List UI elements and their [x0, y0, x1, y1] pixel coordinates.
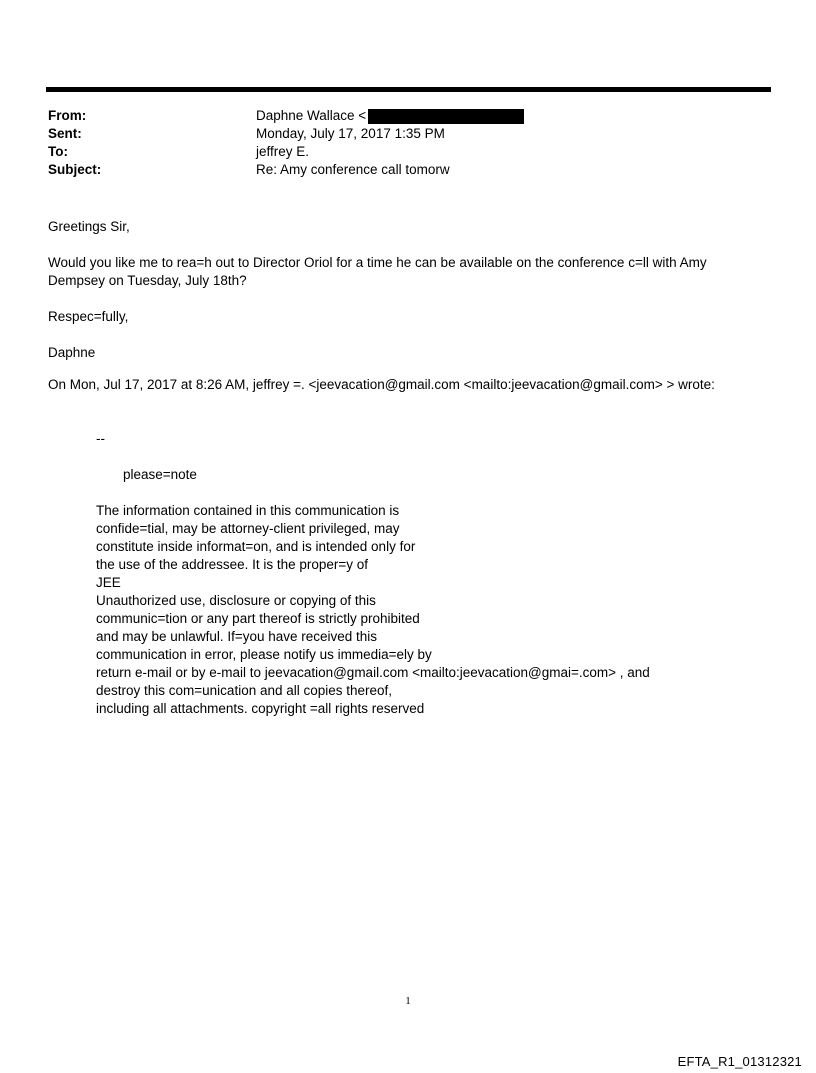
subject-label: Subject:: [48, 162, 102, 177]
sent-value: Monday, July 17, 2017 1:35 PM: [256, 126, 445, 141]
signature-note: please=note: [123, 467, 197, 482]
subject-row: [48, 161, 748, 179]
disclaimer-line: destroy this com=unication and all copies thereof,: [96, 683, 393, 698]
to-value: jeffrey E.: [256, 144, 310, 159]
sent-label: Sent:: [48, 126, 82, 141]
to-row: [48, 143, 748, 161]
signature-separator: --: [96, 431, 105, 446]
from-label: From:: [48, 108, 87, 123]
greeting: Greetings Sir,: [48, 219, 130, 234]
disclaimer-line: Unauthorized use, disclosure or copying of this: [96, 593, 376, 608]
from-row: [48, 107, 748, 125]
disclaimer-line: constitute inside informat=on, and is intended only for: [96, 539, 416, 554]
subject-value: Re: Amy conference call tomorw: [256, 162, 450, 177]
disclaimer-line: return e-mail or by e-mail to jeevacation@gmail.com <mailto:jeevacation@gmai=.com> , and: [96, 665, 650, 680]
page-number: 1: [405, 995, 411, 1007]
signature-name: Daphne: [48, 345, 96, 360]
disclaimer-line: including all attachments. copyright =all rights reserved: [96, 701, 425, 716]
quoted-header: On Mon, Jul 17, 2017 at 8:26 AM, jeffrey =. <jeevacation@gmail.com <mailto:jeevacation@gmail.com> > wrote:: [48, 377, 715, 392]
disclaimer-line: the use of the addressee. It is the proper=y of: [96, 557, 369, 572]
to-label: To:: [48, 144, 68, 159]
disclaimer-line: communication in error, please notify us immedia=ely by: [96, 647, 432, 662]
header-divider: [46, 87, 771, 92]
email-header: [48, 107, 748, 179]
closing: Respec=fully,: [48, 309, 129, 324]
disclaimer-line: communic=tion or any part thereof is strictly prohibited: [96, 611, 420, 626]
disclaimer-line: and may be unlawful. If=you have received this: [96, 629, 378, 644]
email-body: [48, 218, 748, 380]
message-text: Would you like me to rea=h out to Director Oriol for a time he can be available on the conference c=ll with Amy Dempsey on Tuesday, July 18th?: [48, 255, 707, 288]
redaction-bar: [368, 109, 524, 124]
disclaimer-line: JEE: [96, 575, 121, 590]
document-id: EFTA_R1_01312321: [677, 1054, 802, 1069]
sent-row: [48, 125, 748, 143]
disclaimer-line: confide=tial, may be attorney-client privileged, may: [96, 521, 400, 536]
disclaimer-line: The information contained in this communication is: [96, 503, 400, 518]
from-value: Daphne Wallace <: [256, 108, 367, 123]
from-value-wrap: [256, 107, 524, 125]
confidentiality-disclaimer: [96, 502, 716, 718]
